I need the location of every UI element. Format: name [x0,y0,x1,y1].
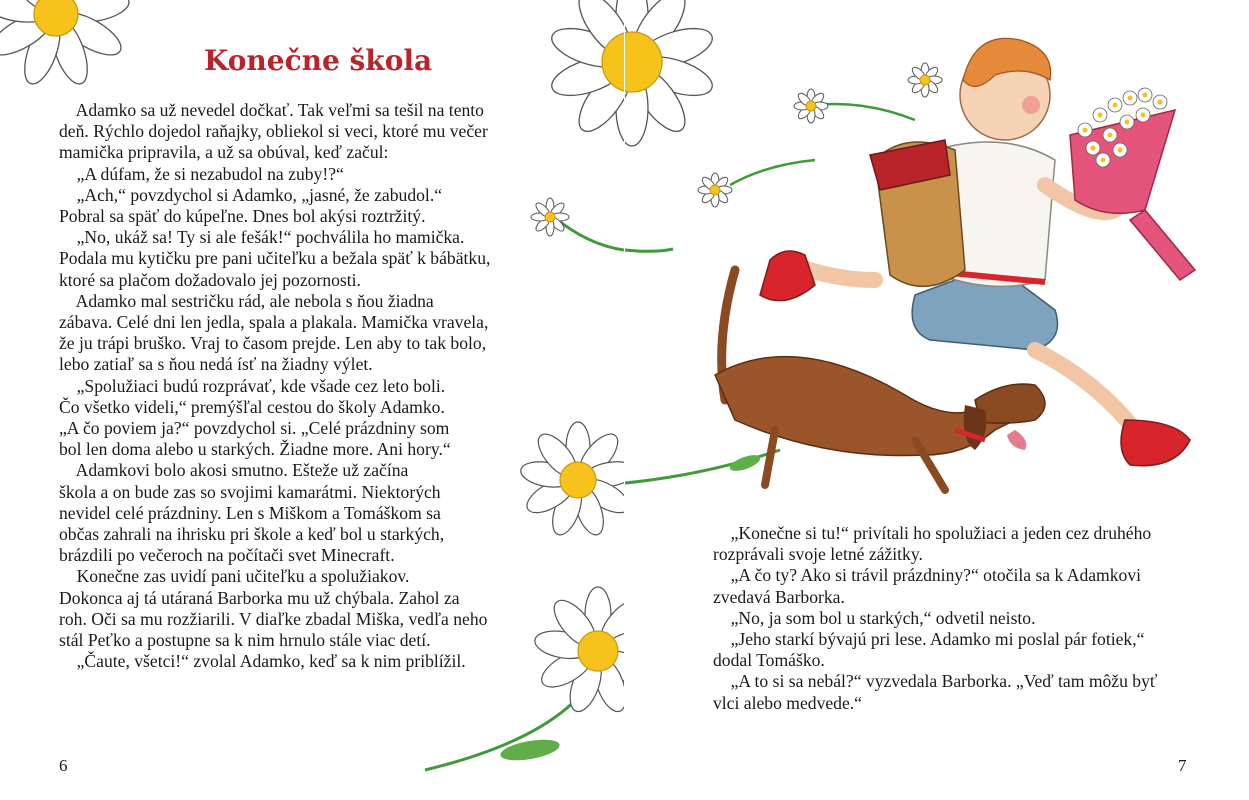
text-line: „No, ja som bol u starkých,“ odvetil neisto. [713,607,1036,628]
text-line: zábava. Celé dni len jedla, spala a plakala. Mamička vravela, [59,312,489,333]
text-line: Dokonca aj tá utáraná Barborka mu už chýbala. Zahol za [59,587,460,608]
text-line: zvedavá Barborka. [713,586,845,607]
page-number-right: 7 [1178,756,1187,775]
text-line: „Čaute, všetci!“ zvolal Adamko, keď sa k nim priblížil. [59,651,466,672]
text-line: stál Peťko a postupne sa k nim hrnulo stále viac detí. [59,630,431,651]
daisy-large-continued-illustration [625,0,755,170]
story-text-right [713,523,1233,714]
right-page [625,0,1249,800]
text-line: „Jeho starkí bývajú pri lese. Adamko mi poslal pár fotiek,“ [713,629,1145,650]
text-line: občas zahrali na ihrisku pri škole a keď bol u starkých, [59,524,445,545]
text-line: Konečne zas uvidí pani učiteľku a spolužiakov. [59,566,410,587]
text-line: rozprávali svoje letné zážitky. [713,544,923,565]
text-line: dodal Tomáško. [713,650,825,671]
text-line: vlci alebo medvede.“ [713,692,862,713]
daisy-stem-continued-illustration [625,195,685,265]
text-line: Podala mu kytičku pre pani učiteľku a bežala späť k bábätku, [59,248,491,269]
page-number-left: 6 [59,756,68,775]
text-line: roh. Oči sa mu rozžiarili. V diaľke zbadal Miška, vedľa neho [59,608,488,629]
falling-daisies-illustration [695,60,955,220]
left-page [0,0,624,800]
dachshund-figure [715,270,1045,490]
text-line: lebo zatiaľ sa s ňou nedá ísť na žiadny výlet. [59,354,373,375]
text-line: bol len doma alebo u starkých. Žiadne more. Ani hory.“ [59,439,451,460]
text-line: ktoré sa plačom dožadovalo jej pozornosti. [59,269,361,290]
daisy-middle-stem-illustration [625,445,785,505]
chapter-title: Konečne škola [204,44,433,77]
text-line: škola a on bude zas so svojimi kamarátmi. Niektorých [59,481,441,502]
text-line: „A čo ty? Ako si trávil prázdniny?“ otočila sa k Adamkovi [713,565,1142,586]
text-line: nevidel celé prázdniny. Len s Miškom a Tomáškom sa [59,502,441,523]
text-line: „Ach,“ povzdychol si Adamko, „jasné, že zabudol.“ [59,184,443,205]
text-line: „A dúfam, že si nezabudol na zuby!?“ [59,163,344,184]
boy-and-dog-illustration [675,10,1245,510]
text-line: Čo všetko videli,“ premýšľal cestou do školy Adamko. [59,396,445,417]
text-line: Adamko sa už nevedel dočkať. Tak veľmi sa tešil na tento [59,100,484,120]
story-text-left [59,100,559,672]
text-line: Pobral sa späť do kúpeľne. Dnes bol akýsi roztržitý. [59,206,426,227]
text-line: Adamkovi bolo akosi smutno. Ešteže už začína [59,460,409,481]
text-line: „Konečne si tu!“ privítali ho spolužiaci a jeden cez druhého [713,523,1152,543]
text-line: „A čo poviem ja?“ povzdychol si. „Celé prázdniny som [59,418,450,439]
text-line: brázdili po večeroch na počítači svet Minecraft. [59,545,395,566]
text-line: že ju trápi bruško. Vraj to časom prejde. Len aby to tak bolo, [59,333,487,354]
text-line: „No, ukáž sa! Ty si ale fešák!“ pochválila ho mamička. [59,227,465,248]
text-line: „Spolužiaci budú rozprávať, kde všade cez leto boli. [59,375,446,396]
text-line: mamička pripravila, a už sa obúval, keď začul: [59,142,389,163]
daisy-corner-illustration [0,0,150,105]
text-line: Adamko mal sestričku rád, ale nebola s ňou žiadna [59,290,434,311]
text-line: deň. Rýchlo dojedol raňajky, obliekol si veci, ktoré mu večer [59,121,488,142]
text-line: „A to si sa nebál?“ vyzvedala Barborka. „Veď tam môžu byť [713,671,1158,692]
